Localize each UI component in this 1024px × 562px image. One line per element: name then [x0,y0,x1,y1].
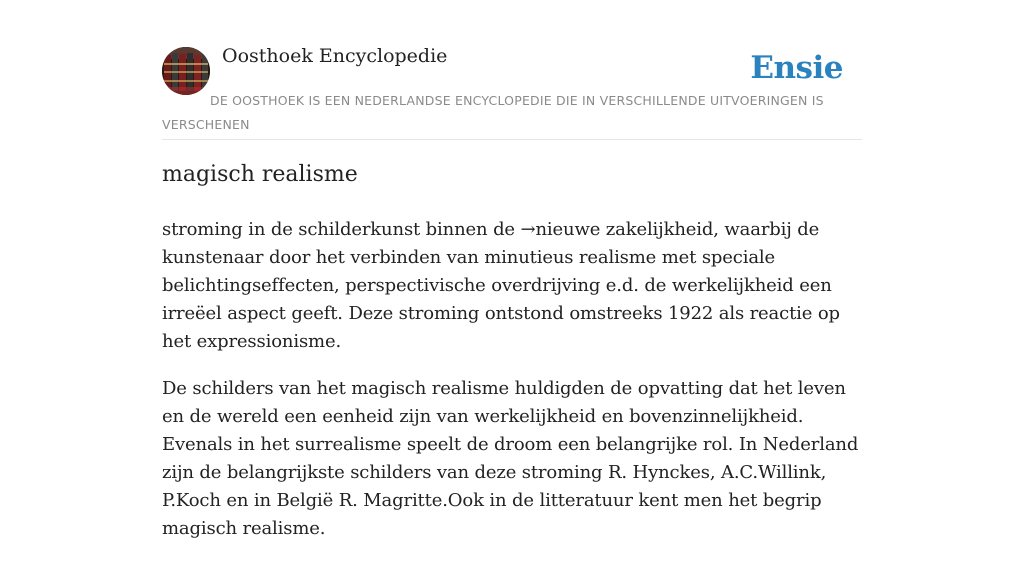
site-header [162,0,862,140]
cross-reference-label: nieuwe zakelijkheid [535,219,714,240]
book-spines-icon[interactable] [162,47,210,95]
entry-paragraph [162,216,862,356]
page-container [162,0,862,539]
entry-body [162,216,862,562]
entry-paragraph: De schilders van het magisch realisme huldigden de opvatting dat het leven en de wereld een eenheid zijn van werkelijkheid en bovenzinnelijkheid. Evenals in het surrealisme speelt de droom een belangrijke rol. In Nederland zijn de belangrijkste schilders van deze stroming R. Hynckes, A.C.Willink, P.Koch en in België R. Magritte.Ook in de litteratuur kent men het begrip magisch realisme. [162,378,859,539]
paragraph-text: , waarbij de kunstenaar door het verbinden van minutieus realisme met speciale belichtingseffecten, perspectivische overdrijving e.d. de werkelijkheid een irreëel aspect geeft. Deze stroming ontstond omstreeks 1922 als reactie op het expressionisme. [162,219,840,352]
cross-reference-link[interactable] [521,219,714,240]
ensie-logo-link[interactable]: Ensie [750,50,843,86]
arrow-right-icon: → [520,219,536,240]
site-tagline: DE OOSTHOEK IS EEN NEDERLANDSE ENCYCLOPEDIE DIE IN VERSCHILLENDE UITVOERINGEN IS VERSCHENEN [162,93,824,132]
entry-title: magisch realisme [162,162,358,187]
paragraph-text: stroming in de schilderkunst binnen de [162,219,521,240]
site-name[interactable]: Oosthoek Encyclopedie [222,45,448,67]
